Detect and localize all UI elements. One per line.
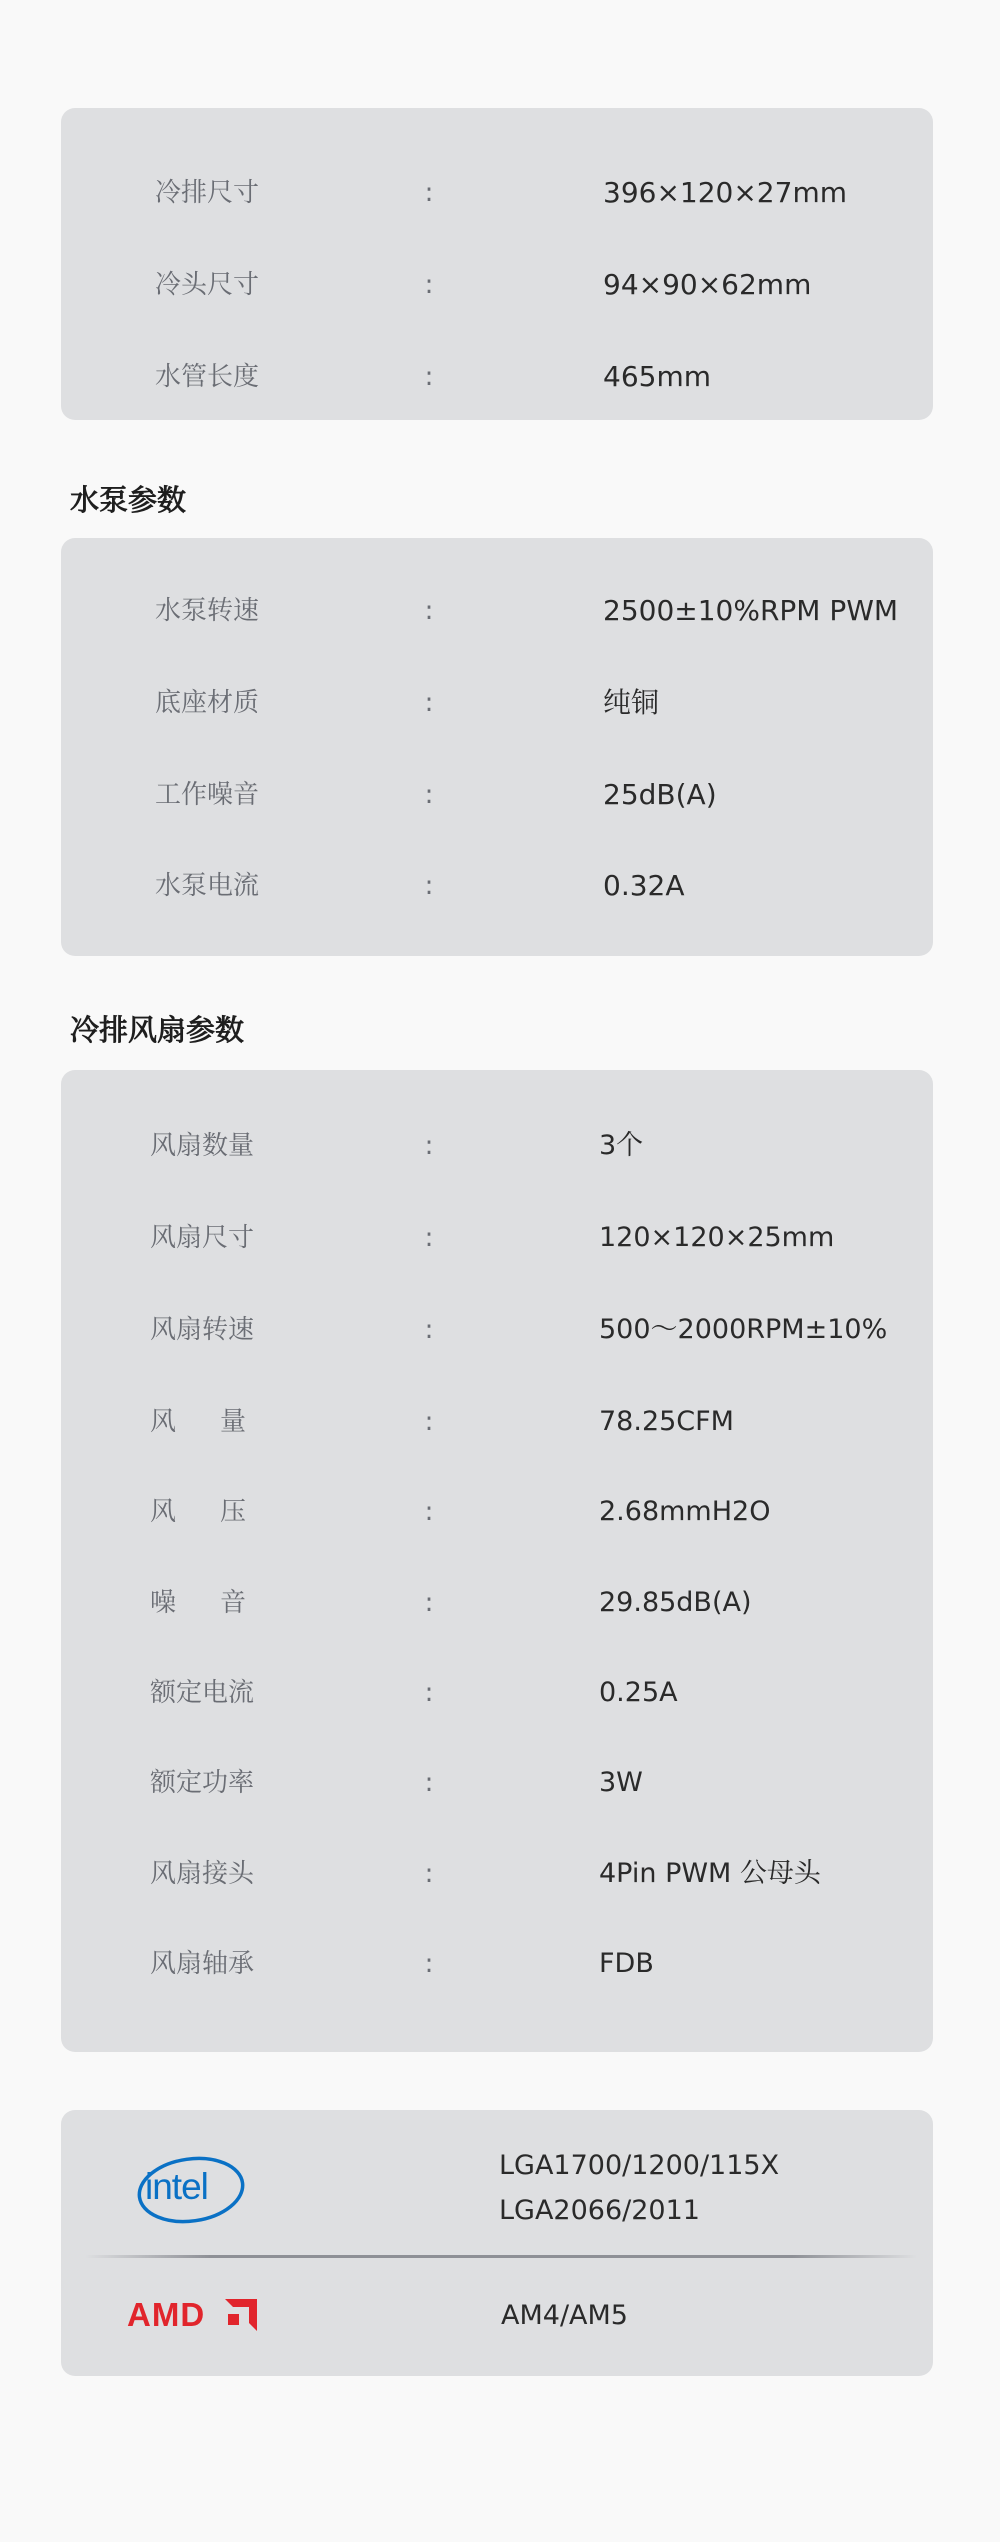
amd-logo-text: AMD	[127, 2296, 206, 2333]
spec-label: 额定电流	[150, 1678, 255, 1708]
spec-label: 风扇尺寸	[150, 1223, 255, 1253]
spec-value: 25dB(A)	[603, 778, 717, 811]
spec-value: 纯铜	[603, 686, 660, 719]
intel-logo	[135, 2152, 251, 2228]
spec-row	[61, 775, 933, 815]
spec-value: FDB	[599, 1948, 654, 1979]
intel-socket-line-2: LGA2066/2011	[499, 2195, 700, 2226]
spec-row	[61, 1402, 933, 1442]
amd-socket-line: AM4/AM5	[501, 2300, 628, 2331]
spec-separator: :	[424, 1131, 434, 1161]
section-title-pump: 水泵参数	[70, 483, 187, 517]
spec-value: 29.85dB(A)	[599, 1587, 752, 1618]
spec-separator: :	[424, 1497, 434, 1527]
dimensions-card	[61, 108, 933, 420]
spec-row	[61, 265, 933, 305]
spec-row	[61, 591, 933, 631]
spec-value: 78.25CFM	[599, 1406, 734, 1437]
spec-label: 冷头尺寸	[155, 270, 260, 300]
spec-value: 3W	[599, 1767, 643, 1798]
spec-label-char: 量	[220, 1407, 247, 1437]
fan-card	[61, 1070, 933, 2052]
spec-value: 4Pin PWM 公母头	[599, 1858, 821, 1889]
divider	[85, 2255, 917, 2258]
spec-value: 465mm	[603, 360, 711, 393]
spec-separator: :	[424, 1407, 434, 1437]
spec-separator: :	[424, 1768, 434, 1798]
spec-separator: :	[424, 1223, 434, 1253]
spec-separator: :	[424, 688, 434, 718]
spec-row	[61, 1673, 933, 1713]
spec-label	[150, 1492, 246, 1532]
spec-value: 500～2000RPM±10%	[599, 1314, 888, 1345]
spec-label: 水泵转速	[155, 596, 260, 626]
spec-row	[61, 683, 933, 723]
spec-separator: :	[424, 871, 434, 901]
spec-separator: :	[424, 178, 434, 208]
spec-separator: :	[424, 596, 434, 626]
spec-row	[61, 1763, 933, 1803]
spec-label: 工作噪音	[155, 780, 260, 810]
spec-label: 风扇轴承	[150, 1949, 255, 1979]
spec-value: 94×90×62mm	[603, 268, 812, 301]
pump-card	[61, 538, 933, 956]
spec-value: 2500±10%RPM PWM	[603, 594, 899, 627]
spec-separator: :	[424, 780, 434, 810]
spec-label: 额定功率	[150, 1768, 255, 1798]
spec-separator: :	[424, 270, 434, 300]
spec-label: 风扇转速	[150, 1315, 255, 1345]
compatibility-card	[61, 2110, 933, 2376]
spec-value: 3个	[599, 1130, 644, 1161]
spec-separator: :	[424, 362, 434, 392]
amd-logo	[127, 2295, 267, 2335]
spec-value: 120×120×25mm	[599, 1222, 835, 1253]
spec-label	[150, 1402, 246, 1442]
spec-separator: :	[424, 1588, 434, 1618]
spec-separator: :	[424, 1678, 434, 1708]
spec-label-char: 风	[150, 1497, 177, 1527]
spec-value: 396×120×27mm	[603, 176, 847, 209]
spec-row	[61, 1583, 933, 1623]
intel-logo-text: intel	[145, 2166, 208, 2207]
spec-label	[150, 1583, 246, 1623]
spec-separator: :	[424, 1315, 434, 1345]
spec-row	[61, 1218, 933, 1258]
spec-row	[61, 1854, 933, 1894]
spec-label: 冷排尺寸	[155, 178, 260, 208]
spec-label: 底座材质	[155, 688, 260, 718]
spec-value: 0.32A	[603, 869, 685, 902]
intel-socket-line-1: LGA1700/1200/115X	[499, 2150, 780, 2181]
amd-arrow-icon	[225, 2299, 257, 2331]
spec-row	[61, 1126, 933, 1166]
spec-label: 水泵电流	[155, 871, 260, 901]
spec-row	[61, 1492, 933, 1532]
spec-separator: :	[424, 1949, 434, 1979]
section-title-fan: 冷排风扇参数	[70, 1013, 245, 1047]
spec-label: 水管长度	[155, 362, 260, 392]
spec-row	[61, 173, 933, 213]
spec-separator: :	[424, 1859, 434, 1889]
spec-label-char: 音	[220, 1588, 247, 1618]
spec-label: 风扇数量	[150, 1131, 255, 1161]
spec-row	[61, 866, 933, 906]
spec-row	[61, 1944, 933, 1984]
spec-value: 0.25A	[599, 1677, 678, 1708]
spec-label: 风扇接头	[150, 1859, 255, 1889]
spec-row	[61, 357, 933, 397]
spec-label-char: 压	[220, 1497, 247, 1527]
spec-row	[61, 1310, 933, 1350]
spec-label-char: 风	[150, 1407, 177, 1437]
spec-value: 2.68mmH2O	[599, 1496, 771, 1527]
spec-label-char: 噪	[150, 1588, 177, 1618]
